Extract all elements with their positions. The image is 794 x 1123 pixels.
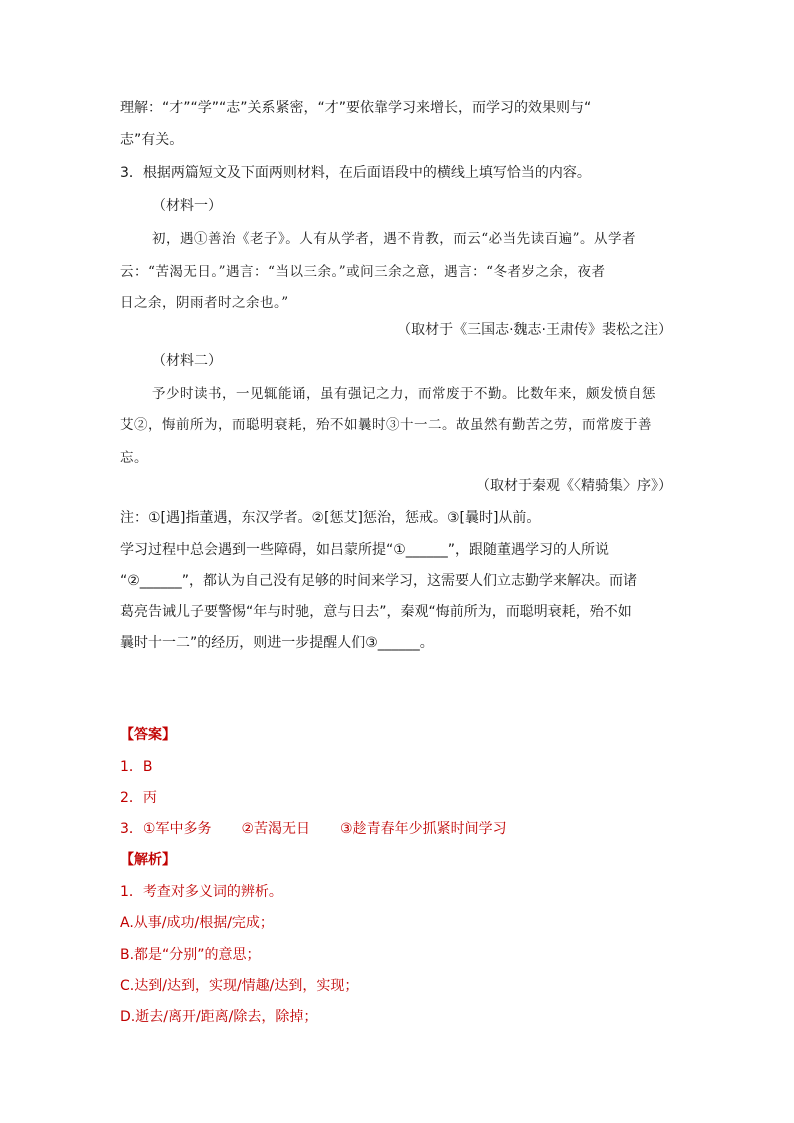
paragraph-line: 葛亮告诫儿子要警惕“年与时驰，意与日去”，秦观“悔前所为，而聪明衰耗，殆不如 xyxy=(120,604,632,620)
answer-3 xyxy=(120,819,507,839)
note: 注：①[遇]指董遇，东汉学者。②[惩艾]惩治，惩戒。③[曩时]从前。 xyxy=(120,510,541,526)
analysis-line: 1．考查对多义词的辨析。 xyxy=(120,884,283,900)
material-2-heading: （材料二） xyxy=(152,353,222,369)
material-2-line: 艾②，悔前所为，而聪明衰耗，殆不如曩时③十一二。故虽然有勤苦之劳，而常废于善 xyxy=(120,417,652,433)
answer-2: 2．丙 xyxy=(120,790,157,806)
material-1-line: 初，遇①善治《老子》。人有从学者，遇不肯教，而云“必当先读百遍”。从学者 xyxy=(152,231,637,247)
analysis-heading: 【解析】 xyxy=(120,852,176,868)
question-3: 3．根据两篇短文及下面两则材料，在后面语段中的横线上填写恰当的内容。 xyxy=(120,165,591,181)
answer-3-item-1: ①军中多务 xyxy=(142,821,212,837)
paragraph-line: 曩时十一二”的经历，则进一步提醒人们③______。 xyxy=(120,635,434,651)
material-2-line: 忘。 xyxy=(120,450,148,466)
material-1-line: 日之余，阴雨者时之余也。” xyxy=(120,295,289,311)
analysis-option-c: C.达到/达到，实现/情趣/达到，实现； xyxy=(120,978,359,994)
paragraph-line: 学习过程中总会遇到一些障碍，如吕蒙所提“①______”，跟随董遇学习的人所说 xyxy=(120,542,610,558)
analysis-option-a: A.从事/成功/根据/完成； xyxy=(120,915,274,931)
material-1-line: 云：“苦渴无日。”遇言：“当以三余。”或问三余之意，遇言：“冬者岁之余，夜者 xyxy=(120,264,606,280)
paragraph-line: “②______”，都认为自己没有足够的时间来学习，这需要人们立志勤学来解决。而诸 xyxy=(120,573,638,589)
material-1-heading: （材料一） xyxy=(152,198,222,214)
answer-heading: 【答案】 xyxy=(120,727,176,743)
answer-1: 1．B xyxy=(120,759,153,775)
analysis-option-d: D.逝去/离开/距离/除去，除掉； xyxy=(120,1009,318,1025)
material-2-source: （取材于秦观《〈精骑集〉序》） xyxy=(476,478,672,494)
material-1-source: （取材于《三国志·魏志·王肃传》裴松之注） xyxy=(397,322,672,338)
material-2-line: 予少时读书，一见辄能诵，虽有强记之力，而常废于不勤。比数年来，颇发愤自惩 xyxy=(152,386,656,402)
text-line: 理解：“才”“学”“志”关系紧密，“才”要依靠学习来增长，而学习的效果则与“ xyxy=(120,100,592,116)
analysis-option-b: B.都是“分别”的意思； xyxy=(120,947,261,963)
answer-3-item-2: ②苦渴无日 xyxy=(241,821,311,837)
answer-3-number: 3． xyxy=(120,821,143,837)
text-line: 志”有关。 xyxy=(120,132,184,148)
answer-3-item-3: ③趁青春年少抓紧时间学习 xyxy=(340,821,507,837)
